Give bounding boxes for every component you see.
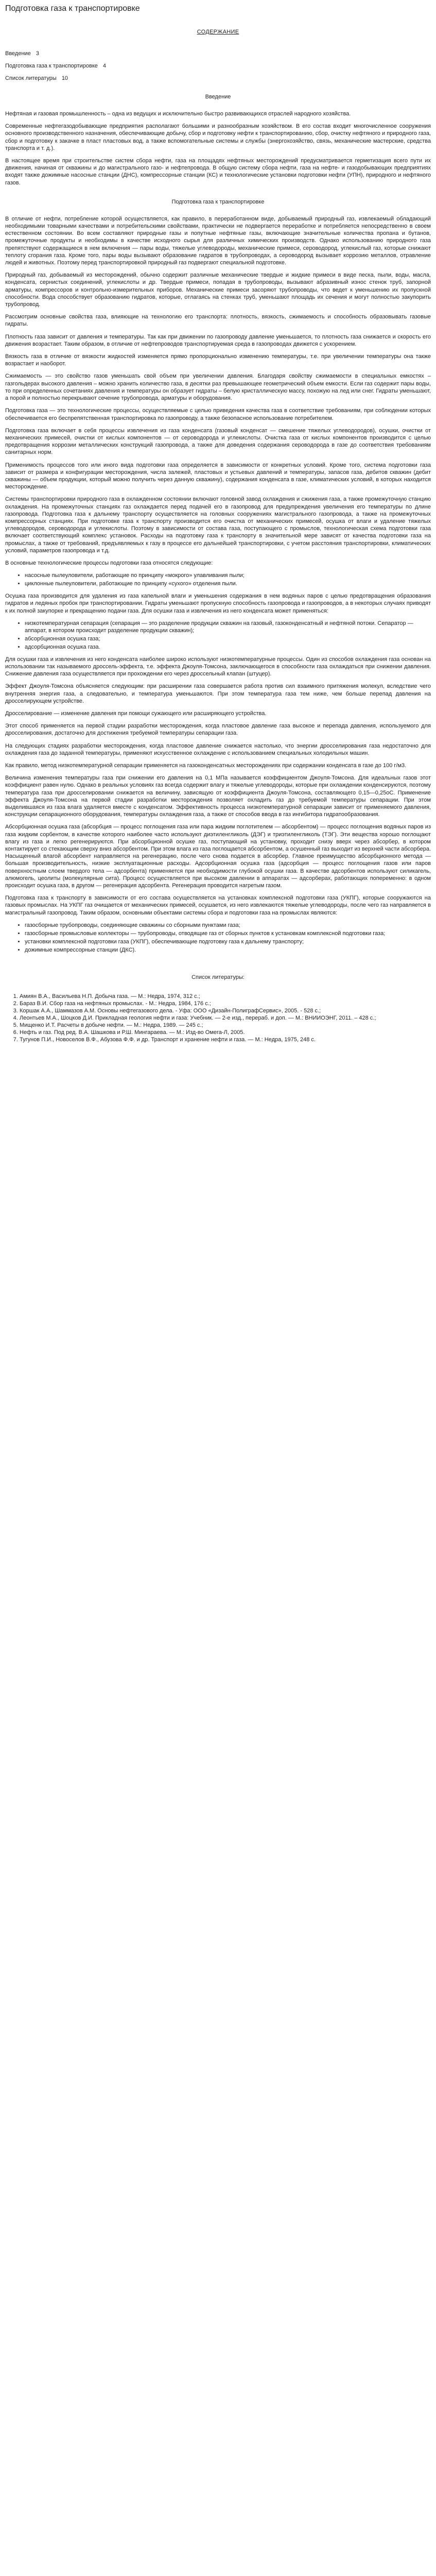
toc-item-page: 4 [102, 63, 107, 69]
list-item: • абсорбционная осушка газа; [25, 635, 431, 642]
list-item: • установки комплексной подготовки газа (УКПГ), обеспечивающие подготовку газа к дальнему транспорту; [25, 938, 431, 945]
body-paragraph: На следующих стадиях разработки месторождения, когда пластовое давление снижается настолько, что энергии дросселирования газа недостаточно для охлаждения газа до заданной температуры, применяют искусственное охлаждение с использованием специальных холодильных машин. [5, 742, 431, 756]
intro-paragraph: Нефтяная и газовая промышленность – одна из ведущих и исключительно быстро развивающихся отраслей народного хозяйства. [5, 111, 351, 117]
list-item: • адсорбционная осушка газа. [25, 643, 431, 651]
literature-item: 3. Коршак А.А., Шаммазов А.М. Основы нефтегазового дела. - Уфа: ООО «Дизайн-ПолиграфСервис», 2005. - 528 с.; [20, 1007, 431, 1014]
literature-item: 4. Леонтьев М.А., Шоцков Д.И. Прикладная геология нефти и газа: Учебник. — 2-е изд., перераб. и доп. — М.: ВНИИОЭНГ, 2011. – 428 с.; [20, 1014, 431, 1022]
body-paragraph: Осушка газа производится для удаления из газа капельной влаги и уменьшения содержания в нем водяных паров с целью предотвращения образования гидратов и ледяных пробок при транспортировании. Гидраты уменьшают пропускную способность газопровода и газопроводов, а в некоторых случаях приводят к их полной закупорке и прекращению подачи газа. Для осушки газа и извлечения из него конденсата может применяться: [5, 593, 431, 614]
intro-heading: Введение [205, 94, 231, 100]
page-title: Подготовка газа к транспортировке [5, 4, 140, 13]
body-paragraph: Величина изменения температуры газа при снижении его давления на 0,1 МПа называется коэффициентом Джоуля-Томсона. Для идеальных газов этот коэффициент равен нулю. Однако в реальных условиях газ всегда содержит влагу и тяжелые углеводороды, которые при охлаждении конденсируются, поэтому температура газа при дросселировании снижается на величину, зависящую от коэффициента Джоуля-Томсона, составляющего 0,15—0,25оС. Применение эффекта Джоуля-Томсона на первой стадии разработки месторождения позволяет охладить газ до требуемой температуры сепарации. При этом выделившаяся из газа влага удаляется вместе с конденсатом. Эффективность процесса низкотемпературной сепарации зависит от применяемого давления, конструкции сепарационного оборудования, температуры охлаждения газа, а также от способов ввода в газ ингибитора гидратообразования. [5, 775, 431, 818]
body-paragraph: Для осушки газа и извлечения из него конденсата наиболее широко используют низкотемпературные процессы. Один из способов охлаждения газа основан на использовании так называемого дроссель-эффекта, т.е. эффекта Джоуля-Томсона, заключающегося в способности газа охлаждаться при снижении давления. Снижение давления газа осуществляется при прохождении его через дроссельный клапан (штуцер). [5, 656, 431, 677]
toc-item-page: 3 [36, 50, 39, 57]
body-paragraph: В отличие от нефти, потребление которой осуществляется, как правило, в переработанном виде, добываемый природный газ, извлекаемый обладающий необходимыми товарными качествами и потребительскими свойствами, практически не подвергается переработке и потребляется непосредственно в своем естественном состоянии. Во всем составляют природные газы и попутные нефтяные газы, включающие значительные количества пропана и бутанов, промежуточные продукты и необходимы в качестве исходного сырья для различных химических производств. Однако использованию природного газа препятствуют содержащиеся в нем включения — пары воды, тяжелые углеводороды, механические примеси, сероводород, углекислый газ, которые снижают теплоту сгорания газа. Кроме того, пары воды вызывают образование гидратов в трубопроводах, а сероводород вызывает коррозию металлов, отравление людей и животных. Поэтому перед транспортировкой природный газ подвергают специальной подготовке. [5, 215, 431, 266]
body-paragraph: Сжимаемость — это свойство газов уменьшать свой объем при увеличении давления. Благодаря свойству сжимаемости в специальных емкостях – газгольдерах высокого давления – можно хранить количество газа, в десятки раз превышающее геометрический объем емкости. Если газ содержит пары воды, то при определенных сочетаниях давления и температуры он образует гидраты – белую кристаллическую массу, похожую на лед или снег. Гидраты уменьшают, а порой и полностью перекрывают сечение трубопровода, арматуры и оборудования. [5, 373, 431, 402]
toc-item[interactable] [5, 63, 431, 69]
literature-item: 5. Мищенко И.Т. Расчеты в добыче нефти. — М.: Недра, 1989. — 245 с.; [20, 1022, 431, 1029]
body-paragraph: Абсорбционная осушка газа (абсорбция — процесс поглощения газа или пара жидким поглотителем — абсорбентом) — процесс поглощения водяных паров из газа жидким сорбентом, в качестве которого наиболее часто используют диэтиленгликоль (ДЭГ) и триэтиленгликоль (ТЭГ). Эти вещества хорошо поглощают влагу из газа и легко регенерируются. При абсорбционной осушке газ, поступающий на установку, проходит снизу вверх через абсорбер, в котором контактирует со стекающим сверху вниз абсорбентом. При этом влага из газа поглощается абсорбентом, а осушенный газ выходит из верхней части абсорбера. Насыщенный влагой абсорбент направляется на регенерацию, после чего снова подается в абсорбер. Главное преимущество абсорбционного метода — большая производительность, низкие эксплуатационные расходы. Адсорбционная осушка газа (адсорбция — процесс поглощения газов или паров поверхностным слоем твердого тела — адсорбента) применяется при необходимости глубокой осушки газа. В качестве адсорбентов используют силикагель, алюмогель, цеолиты (молекулярные сита). Процесс осуществляется при высоком давлении в аппаратах — адсорберах, работающих попеременно: в одном происходит осушка газа, в другом — регенерация адсорбента. Регенерация проводится нагретым газом. [5, 824, 431, 889]
list-item: • газосборные промысловые коллекторы — трубопроводы, отводящие газ от сборных пунктов к установкам комплексной подготовки газа; [25, 930, 431, 937]
list-item: • циклонные пылеуловители, работающие по принципу «сухого» отделения пыли. [25, 580, 431, 587]
list-item: • низкотемпературная сепарация (сепарация — это разделение продукции скважин на газовый, газоконденсатный и нефтяной потоки. Сепаратор — аппарат, в котором происходит разделение продукции скважин); [25, 620, 431, 634]
literature-list [5, 993, 431, 1043]
main-heading: Подготовка газа к транспортировке [171, 198, 265, 205]
literature-item: 2. Бараз В.И. Сбор газа на нефтяных промыслах. - М.: Недра, 1984, 176 с.; [20, 1000, 431, 1007]
table-of-contents [5, 50, 431, 81]
body-paragraph: Системы транспортировки природного газа в охлажденном состоянии включают головной завод охлаждения и сжижения газа, а также промежуточную станцию охлаждения. На промежуточных станциях газ охлаждается перед подачей его в газопровод для предупреждения увеличения его температуры по длине газопровода. Подготовка газа к дальнему транспорту осуществляется на головных сооружениях магистрального газопровода, а также на промежуточных компрессорных станциях. При подготовке газа к транспорту производится его очистка от механических примесей, осушка от влаги и удаление тяжелых углеводородов, сероводорода и углекислоты. Поэтому в зависимости от состава газа, поступающего с промыслов, технологическая схема подготовки газа включает соответствующий комплекс установок. Расходы на подготовку газа к транспорту в значительной мере зависят от качества подготовки газа на промыслах, а также от требований, предъявляемых к газу в процессе его дальнейшей транспортировки, с учетом расстояния транспортировки, климатических условий, параметров газопровода и т.д. [5, 496, 431, 554]
body-paragraph: Этот способ применяется на первой стадии разработки месторождения, когда пластовое давление газа высокое и перепада давления, используемого для дросселирования, достаточно для достижения требуемой температуры сепарации газа. [5, 723, 431, 737]
list-item: • дожимные компрессорные станции (ДКС). [25, 946, 431, 954]
bullet-list [5, 922, 431, 954]
literature-heading: Список литературы: [191, 974, 245, 980]
list-item: • насосные пылеуловители, работающие по принципу «мокрого» улавливания пыли; [25, 572, 431, 579]
intro-paragraph: В настоящее время при строительстве систем сбора нефти, газа на площадях нефтяных месторождений предусматривается герметизация всего пути их движения, начиная от скважины и до магистрального газо- и нефтепровода. В общую систему сбора нефти, газа на нефте- и газодобывающих предприятиях входят также дожимные насосные станции (ДНС), компрессорные станции (КС) и технологические установки подготовки нефти (УПН), природного и нефтяного газов. [5, 158, 431, 186]
literature-item: 6. Нефть и газ. Под ред. В.А. Шашкова и Р.Ш. Мингараева. — М.: Изд-во Омега-Л, 2005. [20, 1029, 431, 1036]
bullet-list [5, 572, 431, 587]
intro-paragraph: Современные нефтегазодобывающие предприятия располагают большими и разнообразным хозяйством. В его состав входит многочисленное сооружения основного производственного назначения, обеспечивающие добычу, сбор и подготовку нефти к транспортированию, сбор, очистку нефтяного и природного газа, сбор и подготовку к закачке в пласт пластовых вод, а также вспомогательные системы и службы (энергохозяйство, связь, механические мастерские, средства транспорта и т. д.). [5, 123, 431, 151]
document-page [0, 0, 436, 1043]
toc-item-page: 10 [61, 75, 68, 81]
literature-item: 1. Амиян В.А., Васильева Н.П. Добыча газа. — М.: Недра, 1974, 312 с.; [20, 993, 431, 1000]
toc-heading: СОДЕРЖАНИЕ [197, 29, 239, 35]
toc-item[interactable] [5, 75, 431, 81]
body-paragraph: Природный газ, добываемый из месторождений, обычно содержит различные механические твердые и жидкие примеси в виде песка, пыли, воды, масла, конденсата, сернистых соединений, углекислоты и др. Твердые примеси, попадая в трубопроводы, вызывают абразивный износ стенок труб, запорной арматуры, компрессоров и контрольно-измерительных приборов. Механические примеси засоряют трубопроводы, что ведет к уменьшению их пропускной способности. Вода способствует образованию гидратов, которые, отлагаясь на стенках труб, уменьшают площадь их сечения и могут полностью закупорить трубопровод. [5, 272, 431, 308]
body-paragraph: Дросселирование — изменение давления при помощи сужающего или расширяющего устройства. [5, 710, 267, 717]
toc-item-label: Подготовка газа к транспортировке [5, 63, 98, 69]
bullet-list [5, 620, 431, 651]
body-paragraph: Как правило, метод низкотемпературной сепарации применяется на газоконденсатных месторождениях при содержании конденсата в газе до 100 г/м3. [5, 762, 407, 769]
toc-item[interactable] [5, 50, 431, 57]
body-paragraph: Применимость процессов того или иного вида подготовки газа определяется в зависимости от конкретных условий. Кроме того, система подготовки газа зависит от размера и конфигурации месторождения, числа залежей, пластовых и устьевых давлений и температуры, запасов газа, дебитов скважин (дебит скважины — объем продукции, который можно получить через данную скважину), содержания конденсата в газе, климатических условий, в которых находится месторождение. [5, 462, 431, 490]
body-paragraph: Подготовка газа — это технологические процессы, осуществляемые с целью приведения качества газа в соответствие требованиям, при соблюдении которых обеспечивается его беспрепятственная транспортировка по газопроводу, а также безопасное использование потребителем. [5, 408, 431, 421]
body-paragraph: Плотность газа зависит от давления и температуры. Так как при движении по газопроводу давление уменьшается, то плотность газа снижается и скорость его движения возрастает. Таким образом, в отличие от нефтепроводов транспортируемая среда в газопроводах движется с ускорением. [5, 333, 431, 347]
list-item: • газосборные трубопроводы, соединяющие скважины со сборными пунктами газа; [25, 922, 431, 929]
body-paragraph: В основные технологические процессы подготовки газа относятся следующие: [5, 560, 213, 566]
body-paragraph: Рассмотрим основные свойства газа, влияющие на технологию его транспорта: плотность, вязкость, сжимаемость и способность образовывать газовые гидраты. [5, 314, 431, 328]
body-paragraph: Подготовка газа к транспорту в зависимости от его состава осуществляется на установках комплексной подготовки газа (УКПГ), которые сооружаются на газовых промыслах. На УКПГ газ очищается от механических примесей, осушается, из него извлекаются тяжелые углеводороды, после чего газ направляется в магистральный газопровод. Таким образом, основными объектами системы сбора и подготовки газа на промыслах являются: [5, 895, 431, 916]
toc-item-label: Список литературы [5, 75, 57, 81]
literature-item: 7. Тугунов П.И., Новоселов В.Ф., Абузова Ф.Ф. и др. Транспорт и хранение нефти и газа. — М.: Недра, 1975, 248 с. [20, 1036, 431, 1043]
body-paragraph: Вязкость газа в отличие от вязкости жидкостей изменяется прямо пропорционально изменению температуры, т.е. при увеличении температуры она также возрастает и наоборот. [5, 353, 431, 367]
toc-item-label: Введение [5, 50, 31, 57]
body-paragraph: Подготовка газа включает в себя процессы извлечения из газа конденсата (газовый конденсат — смешение тяжелых углеводородов), осушки, очистки от механических примесей, очистки от кислых компонентов — от сероводорода и углекислоты. Очистка газа от кислых компонентов производится с целью предотвращения коррозии металлических конструкций газопровода, а также для доведения содержания сероводорода в газе до соответствия требованиям санитарных норм. [5, 427, 431, 456]
body-paragraph: Эффект Джоуля-Томсона объясняется следующим: при расширении газа совершается работа против сил взаимного притяжения молекул, вследствие чего внутренняя энергия газа, а следовательно, и температура уменьшаются. При этом температура газа тем ниже, чем больше перепад давления на дросселирующем устройстве. [5, 683, 431, 704]
